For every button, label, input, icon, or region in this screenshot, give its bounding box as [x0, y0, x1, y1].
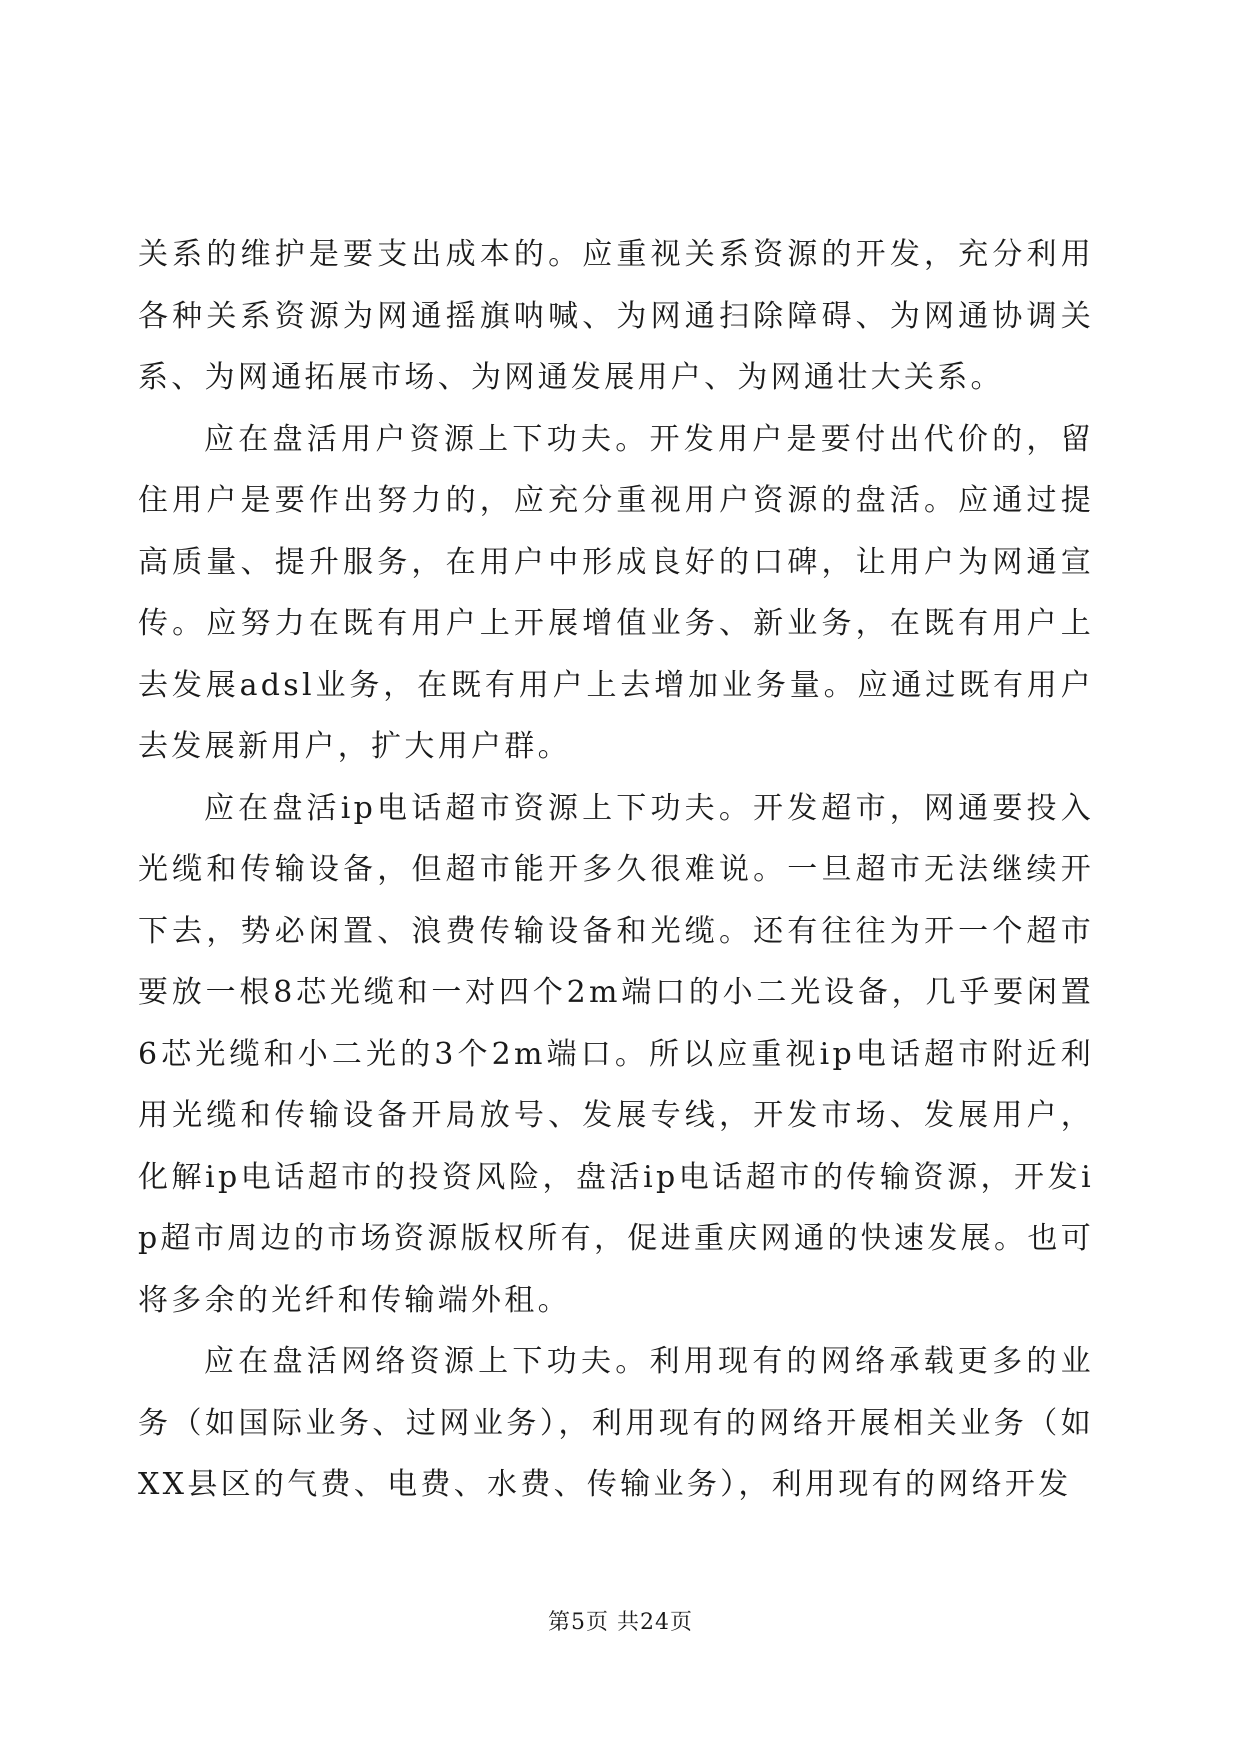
paragraph-3: 应在盘活ip电话超市资源上下功夫。开发超市，网通要投入光缆和传输设备，但超市能开多久很难说。一旦超市无法继续开下去，势必闲置、浪费传输设备和光缆。还有往往为开一个超市要放一根8芯光缆和一对四个2m端口的小二光设备，几乎要闲置6芯光缆和小二光的3个2m端口。所以应重视ip电话超市附近利用光缆和传输设备开局放号、发展专线，开发市场、发展用户，化解ip电话超市的投资风险，盘活ip电话超市的传输资源，开发ip超市周边的市场资源版权所有，促进重庆网通的快速发展。也可将多余的光纤和传输端外租。 [138, 790, 1094, 1318]
document-body [138, 224, 1094, 1516]
paragraph-4: 应在盘活网络资源上下功夫。利用现有的网络承载更多的业务（如国际业务、过网业务），利用现有的网络开展相关业务（如XX县区的气费、电费、水费、传输业务），利用现有的网络开发 [138, 1344, 1094, 1502]
paragraph-2: 应在盘活用户资源上下功夫。开发用户是要付出代价的，留住用户是要作出努力的，应充分重视用户资源的盘活。应通过提高质量、提升服务，在用户中形成良好的口碑，让用户为网通宣传。应努力在既有用户上开展增值业务、新业务，在既有用户上去发展adsl业务，在既有用户上去增加业务量。应通过既有用户去发展新用户，扩大用户群。 [138, 421, 1094, 764]
paragraph-1: 关系的维护是要支出成本的。应重视关系资源的开发，充分利用各种关系资源为网通摇旗呐喊、为网通扫除障碍、为网通协调关系、为网通拓展市场、为网通发展用户、为网通壮大关系。 [138, 237, 1094, 395]
page-footer: 第5页 共24页 [548, 1610, 693, 1635]
